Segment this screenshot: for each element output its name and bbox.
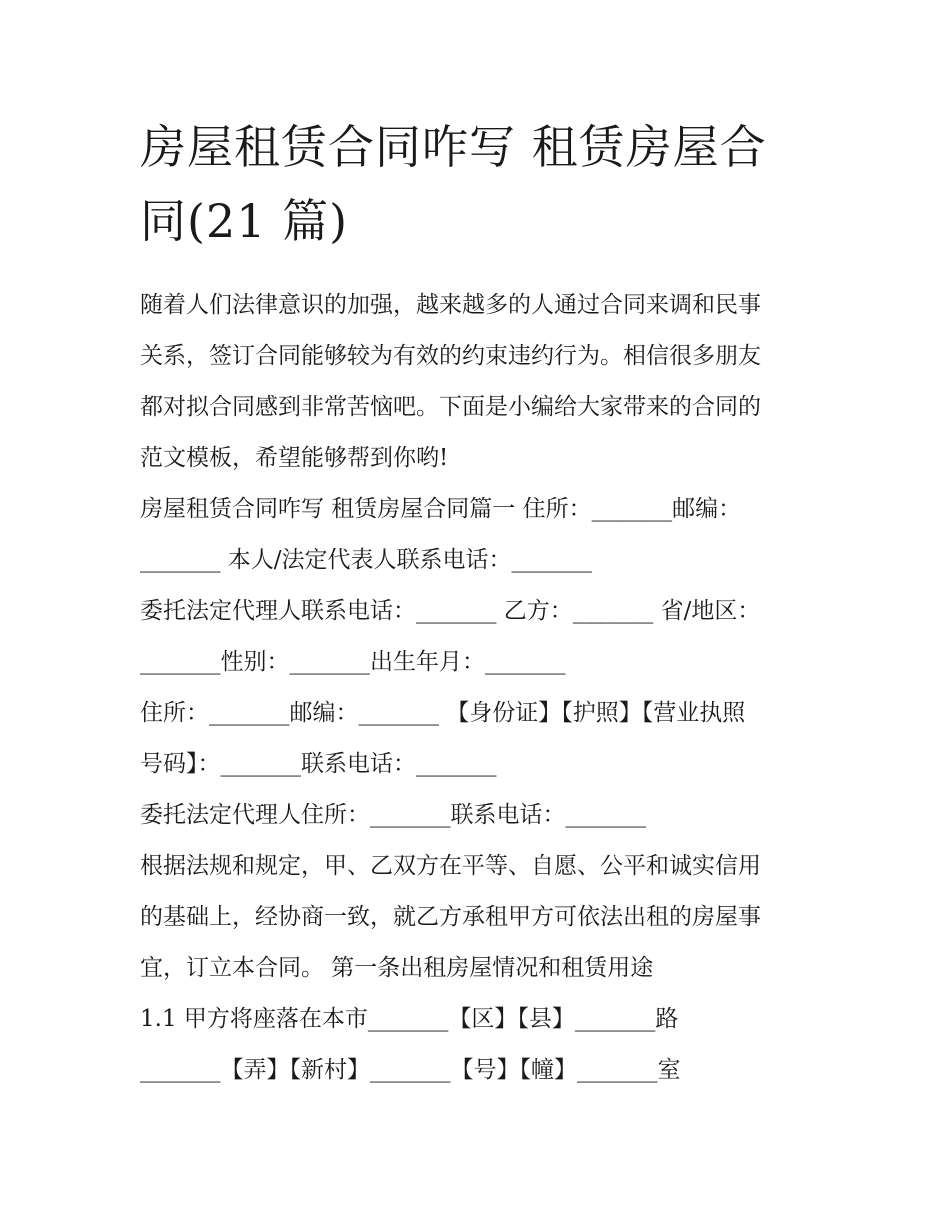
body-line: 委托法定代理人联系电话：_______ 乙方：_______ 省/地区： — [140, 598, 761, 624]
body-line: 随着人们法律意识的加强，越来越多的人通过合同来调和民事 — [140, 292, 761, 318]
title-line: 同(21 篇) — [140, 194, 349, 248]
body-line: 根据法规和规定，甲、乙双方在平等、自愿、公平和诚实信用 — [140, 853, 761, 879]
body-line: 住所：_______邮编：_______ 【身份证】【护照】【营业执照 — [140, 700, 746, 726]
body-line: 范文模板，希望能够帮到你哟! — [140, 445, 449, 471]
title-line: 房屋租赁合同咋写 租赁房屋合 — [140, 120, 767, 174]
body-line: _______性别：_______出生年月：_______ — [140, 649, 566, 675]
body-line: 号码】：_______联系电话：_______ — [140, 751, 497, 777]
body-line: 1.1 甲方将座落在本市_______【区】【县】_______路 — [140, 1006, 679, 1032]
body-line: 房屋租赁合同咋写 租赁房屋合同篇一 住所：_______邮编： — [140, 496, 742, 522]
body-line: 委托法定代理人住所：_______联系电话：_______ — [140, 802, 646, 828]
body-line: 关系，签订合同能够较为有效的约束违约行为。相信很多朋友 — [140, 343, 761, 369]
body-line: 的基础上，经协商一致，就乙方承租甲方可依法出租的房屋事 — [140, 904, 761, 930]
body-line: _______【弄】【新村】_______【号】【幢】_______室 — [140, 1057, 681, 1083]
body-line: 宜，订立本合同。 第一条出租房屋情况和租赁用途 — [140, 955, 654, 981]
document-page — [140, 110, 815, 1096]
body-line: 都对拟合同感到非常苦恼吧。下面是小编给大家带来的合同的 — [140, 394, 761, 420]
body-line: _______ 本人/法定代表人联系电话：_______ — [140, 547, 593, 573]
document-title — [140, 110, 815, 258]
document-body — [140, 280, 815, 1096]
